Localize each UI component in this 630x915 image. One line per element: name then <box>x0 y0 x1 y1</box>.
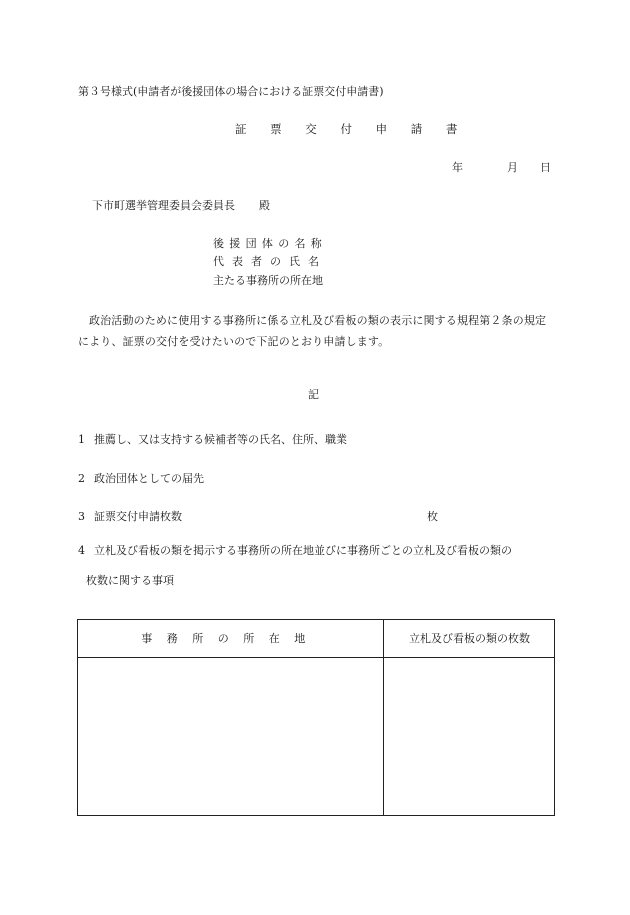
item-3 <box>78 511 182 522</box>
form-number-label: 第３号様式(申請者が後援団体の場合における証票交付申請書) <box>78 85 384 98</box>
item-1 <box>78 434 347 445</box>
table-header-office-location: 事務所の所在地 <box>141 632 320 645</box>
item-4-continuation: 枚数に関する事項 <box>86 574 174 587</box>
applicant-office-address-label: 主たる事務所の所在地 <box>213 274 323 287</box>
item-2 <box>78 473 204 484</box>
item-number: 1 <box>78 433 85 446</box>
table-header-divider <box>78 657 554 658</box>
table-header-sign-count: 立札及び看板の類の枚数 <box>409 632 530 645</box>
addressee-name: 下市町選挙管理委員会委員長 <box>92 199 235 212</box>
item-4 <box>78 545 512 556</box>
addressee <box>92 200 270 211</box>
applicant-representative-label: 代表者の氏名 <box>213 255 327 268</box>
office-table <box>77 619 555 816</box>
request-body-text: 政治活動のために使用する事務所に係る立札及び看板の類の表示に関する規程第２条の規定により、証票の交付を受けたいので下記のとおり申請します。 <box>78 314 547 348</box>
item-number: 4 <box>78 544 85 557</box>
item-3-unit: 枚 <box>427 510 438 523</box>
date-year-label: 年 <box>452 161 463 174</box>
document-title: 証 票 交 付 申 請 書 <box>235 122 468 136</box>
ki-heading: 記 <box>308 388 319 401</box>
date-line <box>452 162 551 173</box>
item-number: 2 <box>78 472 85 485</box>
applicant-group-name-label: 後援団体の名称 <box>213 237 328 250</box>
item-text: 政治団体としての届先 <box>94 472 204 485</box>
item-text: 証票交付申請枚数 <box>94 510 182 523</box>
date-day-label: 日 <box>540 161 551 174</box>
addressee-honorific: 殿 <box>259 199 270 212</box>
table-column-divider <box>383 620 384 815</box>
item-text: 推薦し、又は支持する候補者等の氏名、住所、職業 <box>94 433 347 446</box>
date-month-label: 月 <box>507 161 518 174</box>
item-text: 立札及び看板の類を掲示する事務所の所在地並びに事務所ごとの立札及び看板の類の <box>94 544 512 557</box>
item-number: 3 <box>78 510 85 523</box>
